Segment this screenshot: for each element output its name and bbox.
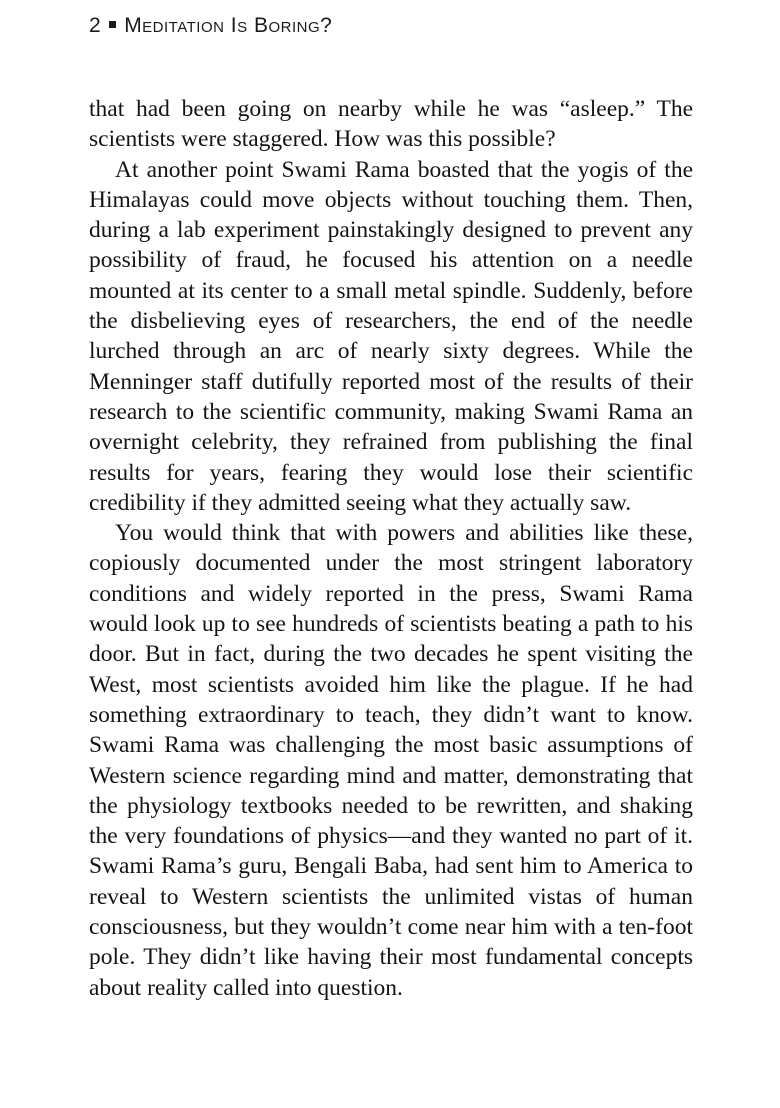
paragraph: At another point Swami Rama boasted that the yogis of the Himalayas could move objects without touching them. Then, during a lab experiment painstakingly designed to prevent any possibility of fraud, he focused his attention on a needle mounted at its center to a small metal spindle. Suddenly, before the disbelieving eyes of researchers, the end of the needle lurched through an arc of nearly sixty degrees. While the Menninger staff dutifully reported most of the results of their research to the scientific community, making Swami Rama an overnight celebrity, they refrained from publishing the final results for years, fearing they would lose their scientific credibility if they admitted seeing what they actually saw. (89, 156, 693, 516)
separator-bullet-icon (109, 21, 116, 28)
paragraph: You would think that with powers and abilities like these, copiously documented under the most stringent laboratory conditions and widely reported in the press, Swami Rama would look up to see hundreds of scientists beating a path to his door. But in fact, during the two decades he spent visiting the West, most scientists avoided him like the plague. If he had something extraordinary to teach, they didn’t want to know. Swami Rama was challenging the most basic assumptions of Western science regarding mind and matter, demonstrating that the physiology textbooks needed to be rewritten, and shaking the very foundations of physics—and they wanted no part of it. Swami Rama’s guru, Bengali Baba, had sent him to America to reveal to Western scientists the unlimited vistas of human consciousness, but they wouldn’t come near him with a ten-foot pole. They didn’t like having their most fundamental concepts about reality called into question. (89, 520, 693, 1001)
chapter-title: Meditation Is Boring? (124, 14, 333, 37)
paragraph-continued: that had been going on nearby while he was “asleep.” The scientists were staggered. How was this possible? (89, 96, 693, 153)
page-number: 2 (89, 14, 102, 37)
body-text (89, 94, 693, 1003)
running-head (89, 14, 332, 38)
